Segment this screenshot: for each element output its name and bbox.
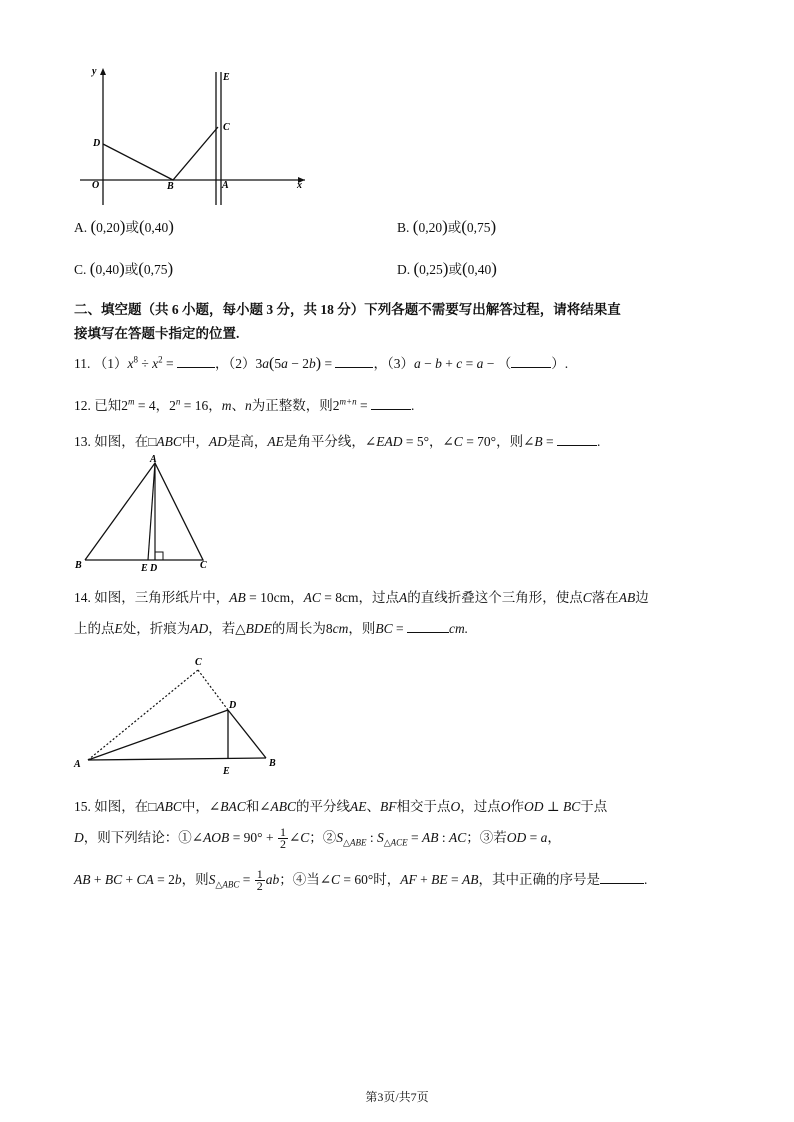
q14-text2: ，过点 bbox=[358, 590, 399, 605]
q14-text6: 上的点 bbox=[74, 621, 115, 636]
option-a-point2: 0,40 bbox=[144, 220, 169, 235]
q11-blank-2[interactable] bbox=[335, 355, 373, 368]
label-C: C bbox=[195, 657, 202, 668]
option-c-or: 或 bbox=[124, 262, 139, 277]
q12-sep1: ， bbox=[155, 398, 170, 413]
q15-blank[interactable] bbox=[600, 871, 644, 884]
q15-text11: ；③若 bbox=[466, 830, 507, 845]
figure-q10-coordinate bbox=[70, 60, 320, 210]
fraction-half-2: $\frac{1}{2}$ bbox=[256, 867, 263, 894]
figure-q13-triangle bbox=[70, 450, 220, 575]
q15-text5: 相交于点 bbox=[396, 799, 451, 814]
fraction-half-1: $\frac{1}{2}$ bbox=[279, 825, 286, 852]
q14-text1: 如图，三角形纸片中， bbox=[94, 590, 230, 605]
q14-sep1: ， bbox=[290, 590, 304, 605]
q13-end: . bbox=[597, 434, 601, 449]
q12-text1: 已知 bbox=[94, 398, 122, 413]
option-a-or: 或 bbox=[125, 220, 139, 235]
option-b[interactable]: B. (0,20)或(0,75) bbox=[397, 217, 497, 236]
question-12: 12. 已知$2^m = 4$，$2^n = 16$，m、n为正整数，则$2^{m+n}$ = . bbox=[74, 396, 415, 413]
q11-number: 11. bbox=[74, 356, 91, 371]
q13-text6: ，则 bbox=[496, 434, 524, 449]
q13-blank[interactable] bbox=[557, 433, 597, 446]
label-A: A bbox=[150, 454, 157, 465]
q12-number: 12. bbox=[74, 398, 91, 413]
q15-text12: ，则 bbox=[181, 872, 209, 887]
option-d-point1: 0,25 bbox=[419, 262, 443, 277]
q15-end: . bbox=[644, 872, 648, 887]
q15-text7: 作 bbox=[510, 799, 525, 814]
option-c-label: C. bbox=[74, 262, 87, 277]
question-14-line1: 14. 如图，三角形纸片中，AB = 10cm，AC = 8cm，过点A的直线折叠这个三角形，使点C落在AB边 bbox=[74, 590, 649, 605]
q13-text4: 是角平分线， bbox=[283, 434, 365, 449]
q15-text3: 和 bbox=[245, 799, 260, 814]
option-a[interactable]: A. (0,20)或(0,40) bbox=[74, 217, 174, 236]
q15-text13: ；④当 bbox=[279, 872, 320, 887]
q11-part2-label: ，（2） bbox=[215, 356, 256, 371]
q13-number: 13. bbox=[74, 434, 91, 449]
label-C: C bbox=[200, 560, 207, 571]
option-a-point1: 0,20 bbox=[96, 220, 120, 235]
option-d[interactable]: D. (0,25)或(0,40) bbox=[397, 259, 497, 278]
q12-text4: 为正整数，则 bbox=[251, 398, 333, 413]
q14-blank[interactable] bbox=[407, 620, 449, 633]
label-O: O bbox=[92, 180, 100, 191]
q15-text2: 中， bbox=[181, 799, 209, 814]
q11-end: ）. bbox=[551, 356, 569, 371]
q13-text5: ， bbox=[428, 434, 443, 449]
label-E: E bbox=[223, 72, 230, 83]
figure-q14-fold bbox=[68, 652, 283, 777]
option-b-point1: 0,20 bbox=[418, 220, 443, 235]
q15-number: 15. bbox=[74, 799, 91, 814]
option-b-label: B. bbox=[397, 220, 410, 235]
section-2-heading-line2: 接填写在答题卡指定的位置. bbox=[74, 326, 240, 341]
option-b-or: 或 bbox=[447, 220, 462, 235]
q13-text2: 中， bbox=[181, 434, 209, 449]
label-D: D bbox=[229, 700, 237, 711]
q14-number: 14. bbox=[74, 590, 91, 605]
option-c-point1: 0,40 bbox=[95, 262, 120, 277]
section-2-heading-line1: 二、填空题（共 6 小题，每小题 3 分，共 18 分）下列各题不需要写出解答过程，请将结果直 bbox=[74, 302, 621, 317]
question-11: 11. $(1)x^8 \div x^2$ = ，（2）3a(5a − 2b) = ，（3）a − b + c = a − （ ）. bbox=[74, 354, 569, 372]
option-a-label: A. bbox=[74, 220, 88, 235]
q11-blank-3[interactable] bbox=[511, 355, 551, 368]
option-d-label: D. bbox=[397, 262, 411, 277]
label-B: B bbox=[269, 758, 276, 769]
page-footer: 第3页/共7页 bbox=[365, 1090, 429, 1104]
question-15-line3: AB + BC + CA = 2b，则$S_{\triangle ABC}$ = $\frac{1}{2}$ ab；④当∠C = 60°时，AF + BE = AB，其中正确的序号是 . bbox=[74, 867, 648, 894]
q15-text8: 于点 bbox=[580, 799, 608, 814]
option-c[interactable]: C. (0,40)或(0,75) bbox=[74, 259, 174, 278]
label-x: x bbox=[297, 180, 302, 191]
q14-unit: cm. bbox=[449, 621, 469, 636]
q14-text9: 的周长为 bbox=[271, 621, 326, 636]
q13-text3: 是高， bbox=[226, 434, 268, 449]
q11-blank-1[interactable] bbox=[177, 355, 215, 368]
q14-text5: 边 bbox=[635, 590, 649, 605]
q13-text1: 如图，在 bbox=[94, 434, 149, 449]
label-B: B bbox=[75, 560, 82, 571]
option-d-point2: 0,40 bbox=[467, 262, 492, 277]
option-d-or: 或 bbox=[448, 262, 462, 277]
label-A: A bbox=[222, 180, 229, 191]
q12-end: . bbox=[410, 398, 415, 413]
question-15-line1: 15. 如图，在□ABC中，∠BAC和∠ABC的平分线AE、BF相交于点O，过点O作OD ⊥ BC于点 bbox=[74, 799, 608, 814]
q14-text10: ，则 bbox=[348, 621, 376, 636]
question-13: 13. 如图，在□ABC中，AD是高，AE是角平分线，∠EAD = 5°，∠C = 70°，则∠B = . bbox=[74, 434, 601, 449]
label-B: B bbox=[167, 181, 174, 192]
q15-text4: 的平分线 bbox=[296, 799, 351, 814]
label-D: D bbox=[150, 563, 158, 574]
q15-text10: ；② bbox=[309, 830, 337, 845]
q14-text3: 的直线折叠这个三角形，使点 bbox=[407, 590, 583, 605]
q15-text14: 时， bbox=[373, 872, 401, 887]
q11-part3-label: ，（3） bbox=[373, 356, 414, 371]
q12-sep2: ， bbox=[208, 398, 222, 413]
q15-text9: ，则下列结论：① bbox=[83, 830, 192, 845]
q15-text1: 如图，在 bbox=[94, 799, 149, 814]
label-C: C bbox=[223, 122, 230, 133]
question-14-line2: 上的点E处，折痕为AD，若△BDE的周长为8cm，则BC = cm. bbox=[74, 621, 469, 636]
question-15-line2: D，则下列结论：①∠AOB = 90° + $\frac{1}{2}$ ∠C；$②S_{\triangle ABE}$ : $S_{\triangle ACE}$ = AB : AC；③若OD = a， bbox=[74, 825, 561, 852]
q12-blank[interactable] bbox=[371, 397, 411, 410]
q11-part1-label: （1） bbox=[93, 356, 128, 371]
q14-text7: 处，折痕为 bbox=[122, 621, 191, 636]
label-y: y bbox=[92, 66, 97, 77]
label-E: E bbox=[141, 563, 148, 574]
q15-text6: ，过点 bbox=[460, 799, 501, 814]
q14-text4: 落在 bbox=[591, 590, 619, 605]
option-b-point2: 0,75 bbox=[466, 220, 491, 235]
label-A: A bbox=[74, 759, 81, 770]
label-D: D bbox=[93, 138, 101, 149]
q14-text8: ，若 bbox=[208, 621, 236, 636]
option-c-point2: 0,75 bbox=[143, 262, 168, 277]
label-E: E bbox=[223, 766, 230, 777]
q15-text15: ，其中正确的序号是 bbox=[478, 872, 601, 887]
